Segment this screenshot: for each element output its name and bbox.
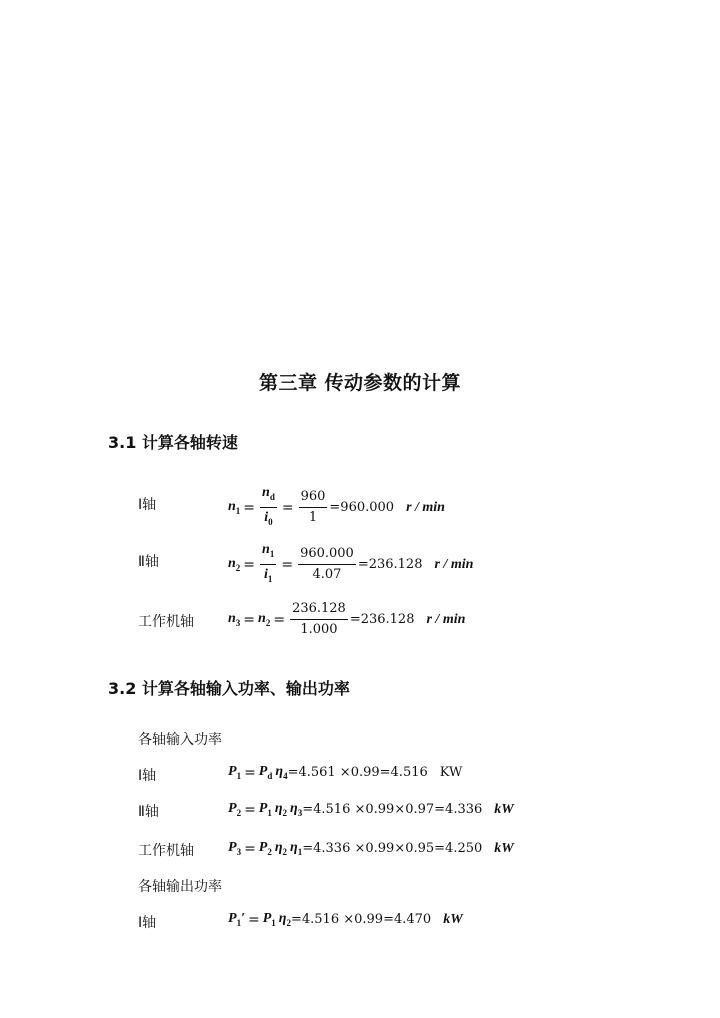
- power-calculation: =4.516 ×0.99=4.470: [290, 912, 432, 927]
- speed-result: =960.000: [329, 500, 395, 515]
- section-title-3-1: 3.1 计算各轴转速: [108, 433, 238, 452]
- speed-result: =236.128: [357, 557, 423, 572]
- work-shaft-label: 工作机轴: [138, 843, 194, 859]
- input-power-heading: 各轴输入功率: [138, 732, 222, 748]
- section-title-3-2: 3.2 计算各轴输入功率、输出功率: [108, 679, 350, 698]
- numeric-fraction: $\frac{236.128}{1.000}$: [292, 601, 346, 637]
- power-calculation: =4.561 ×0.99=4.516: [287, 765, 428, 780]
- shaft-1-label: Ⅰ轴: [138, 915, 157, 931]
- power-unit: kW: [443, 911, 463, 927]
- chapter-title: 第三章 传动参数的计算: [258, 372, 462, 394]
- speed-formula-shaft-1: $n_1$ = $\frac{n_d}{i_0}$ = $\frac{960}{1}$ =960.000 r / min: [228, 484, 445, 531]
- output-power-formula-shaft-1: $P_1'$ = $P_1$ $\eta_2$ =4.516 ×0.99=4.470 kW: [228, 911, 463, 928]
- shaft-1-label: Ⅰ轴: [138, 768, 157, 784]
- speed-unit: r / min: [434, 556, 474, 572]
- input-power-formula-shaft-2: $P_2$ = $P_1$ $\eta_2$ $\eta_3$ =4.516 ×0.99×0.97=4.336 kW: [228, 801, 514, 818]
- symbolic-fraction: $\frac{n_d}{i_0}$: [262, 485, 275, 527]
- numeric-fraction: $\frac{960.000}{4.07}$: [300, 546, 354, 582]
- speed-unit: r / min: [406, 499, 445, 515]
- speed-unit: r / min: [426, 611, 466, 627]
- speed-result: =236.128: [349, 612, 415, 627]
- output-power-heading: 各轴输出功率: [138, 879, 222, 895]
- power-unit: KW: [439, 765, 463, 780]
- speed-formula-work-shaft: $n_3$ = $n_2$ = $\frac{236.128}{1.000}$ =236.128 r / min: [228, 601, 466, 637]
- power-calculation: =4.336 ×0.99×0.95=4.250: [302, 841, 483, 856]
- input-power-formula-shaft-1: $P_1$ = $P_d$ $\eta_4$ =4.561 ×0.99=4.516 KW: [228, 764, 463, 781]
- numeric-fraction: $\frac{960}{1}$: [300, 489, 326, 525]
- shaft-2-label: Ⅱ轴: [138, 554, 159, 570]
- power-unit: kW: [494, 801, 514, 817]
- shaft-1-label: Ⅰ轴: [138, 497, 157, 513]
- input-power-formula-work-shaft: $P_3$ = $P_2$ $\eta_2$ $\eta_1$ =4.336 ×0.99×0.95=4.250 kW: [228, 840, 514, 857]
- power-unit: kW: [494, 840, 514, 856]
- speed-formula-shaft-2: $n_2$ = $\frac{n_1}{i_1}$ = $\frac{960.000}{4.07}$ =236.128 r / min: [228, 541, 473, 588]
- shaft-2-label: Ⅱ轴: [138, 804, 159, 820]
- work-shaft-label: 工作机轴: [138, 614, 194, 630]
- power-calculation: =4.516 ×0.99×0.97=4.336: [302, 802, 483, 817]
- symbolic-fraction: $\frac{n_1}{i_1}$: [262, 542, 275, 584]
